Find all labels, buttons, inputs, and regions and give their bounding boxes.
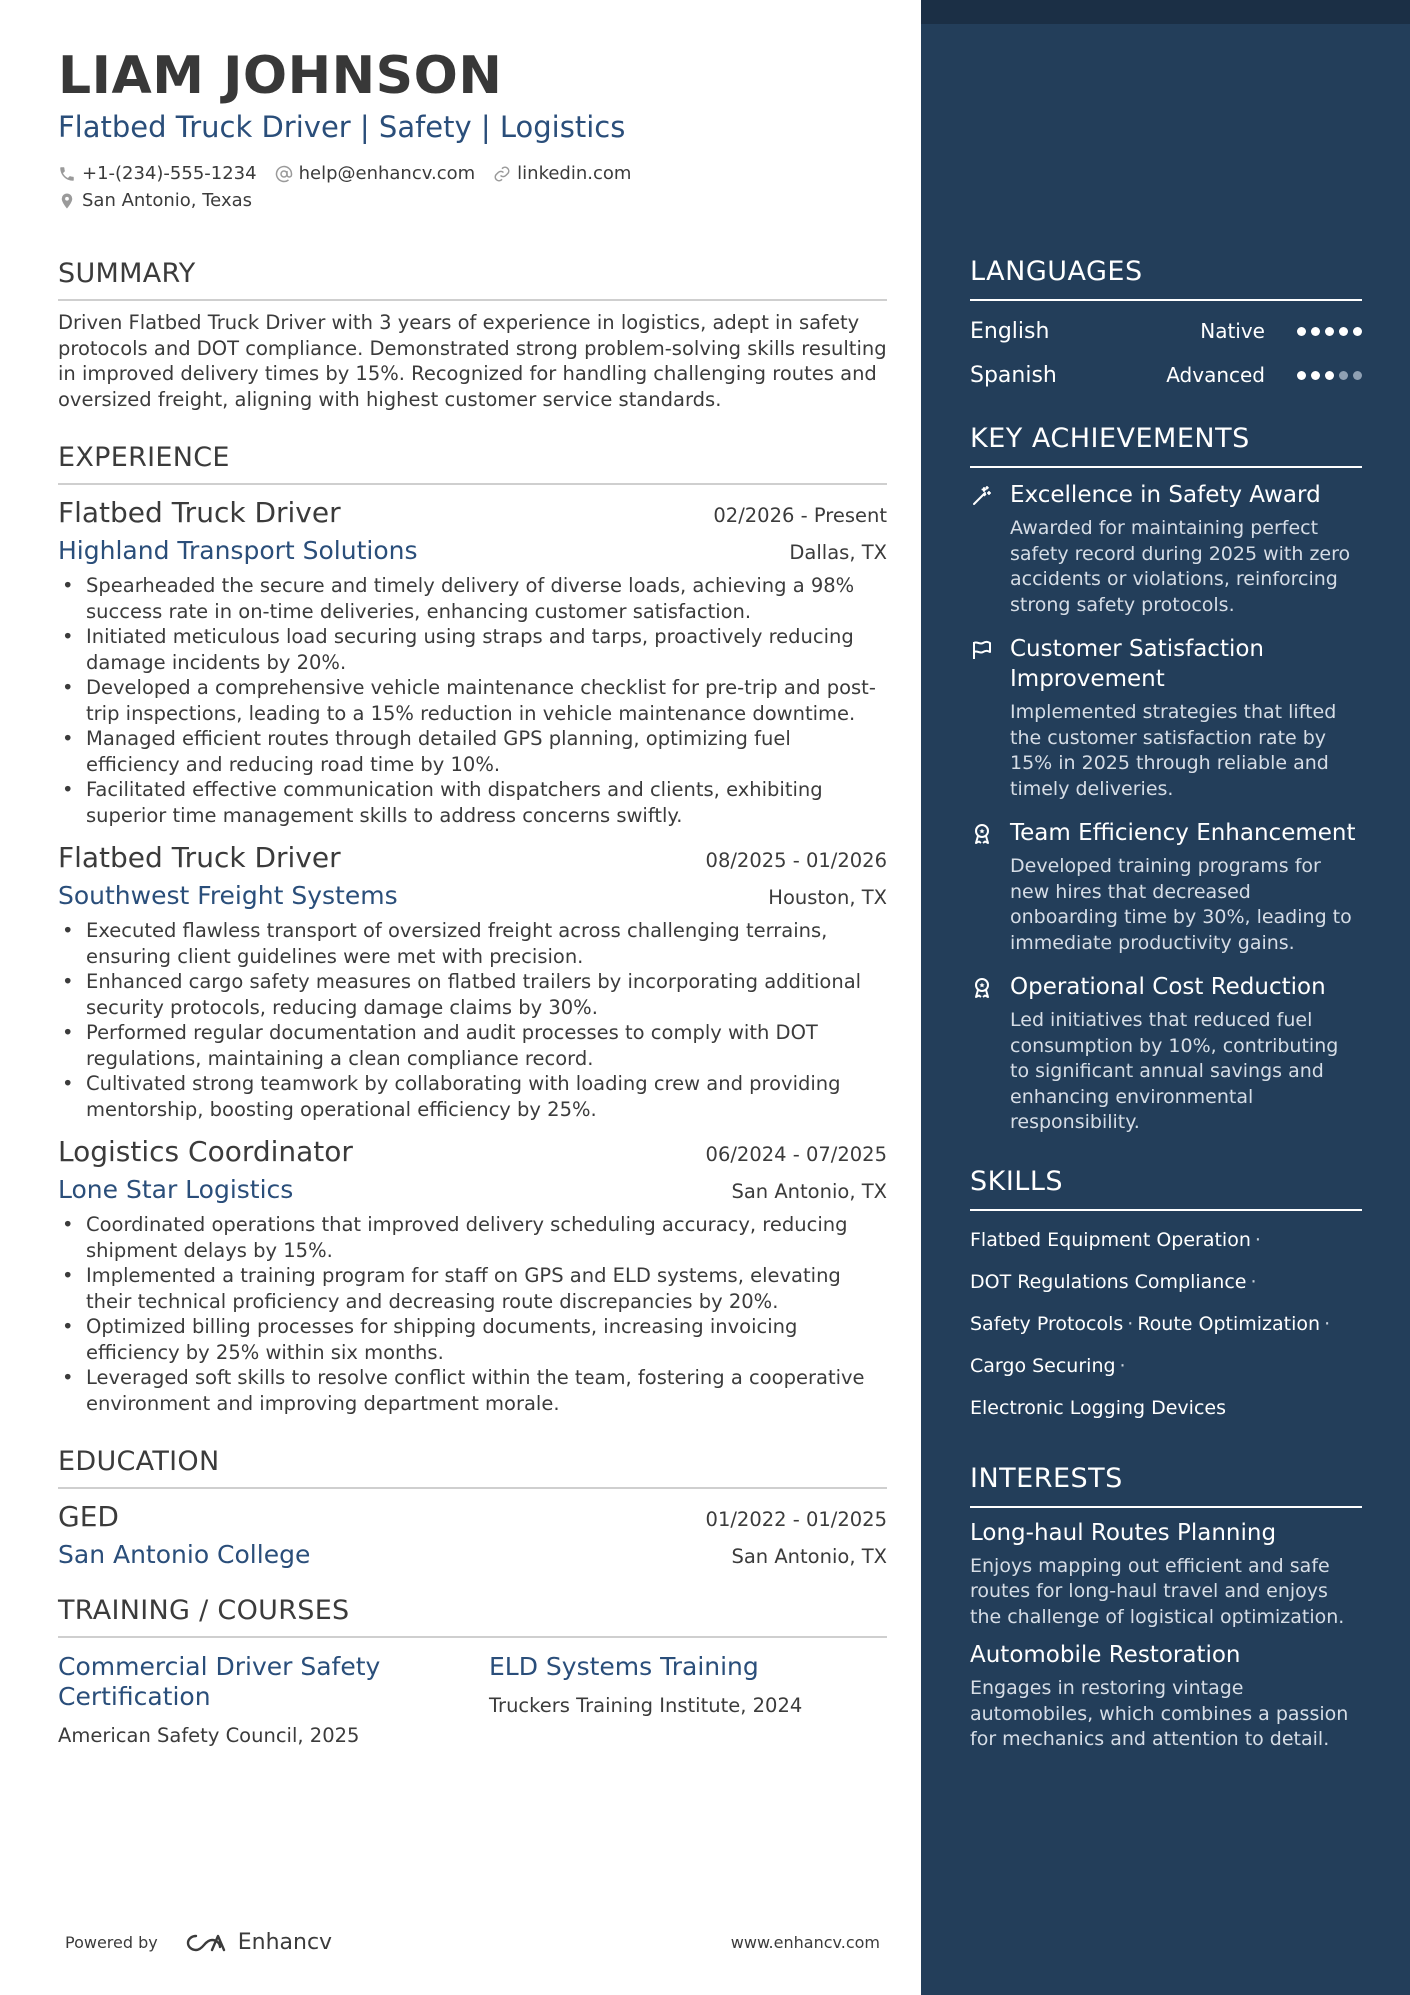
location-text: San Antonio, Texas <box>82 190 252 211</box>
location-contact <box>58 187 252 214</box>
link-icon <box>493 165 511 183</box>
achievement-item <box>970 972 1362 1136</box>
summary-heading: SUMMARY <box>58 258 887 301</box>
achievement-item <box>970 480 1362 618</box>
job-bullet: • Executed flawless transport of oversized freight across challenging terrains, ensuring client guidelines were met with precision. <box>58 918 887 969</box>
achievement-item <box>970 818 1362 956</box>
language-rating <box>1297 371 1362 380</box>
interest-item <box>970 1518 1362 1631</box>
interest-description: Enjoys mapping out efficient and safe routes for long-haul travel and enjoys the challenge of logistical optimization. <box>970 1554 1345 1628</box>
achievement-description: Developed training programs for new hires that decreased onboarding time by 30%, leading to immediate productivity gains. <box>1010 855 1352 954</box>
footer-url[interactable]: www.enhancv.com <box>730 1933 880 1952</box>
award-ribbon-icon <box>970 976 994 1000</box>
language-item <box>970 309 1362 353</box>
job-bullet: • Managed efficient routes through detailed GPS planning, optimizing fuel efficiency and reducing road time by 10%. <box>58 726 887 777</box>
email-contact[interactable] <box>275 160 476 187</box>
job-title: Logistics Coordinator <box>58 1135 353 1168</box>
enhancv-logo-icon <box>184 1932 230 1954</box>
achievement-description: Led initiatives that reduced fuel consumption by 10%, contributing to significant annual savings and enhancing environmental responsibility. <box>1010 1009 1339 1133</box>
rating-dot <box>1311 327 1320 336</box>
contact-info <box>58 160 887 214</box>
training-list <box>58 1652 887 1747</box>
job-bullet: • Coordinated operations that improved delivery scheduling accuracy, reducing shipment delays by 15%. <box>58 1212 887 1263</box>
achievement-description: Implemented strategies that lifted the customer satisfaction rate by 15% in 2025 through reliable and timely deliveries. <box>1010 701 1337 800</box>
job-bullets <box>58 918 887 1122</box>
award-ribbon-icon <box>970 822 994 846</box>
phone-contact[interactable] <box>58 160 257 187</box>
job-bullet: • Leveraged soft skills to resolve conflict within the team, fostering a cooperative environment and improving department morale. <box>58 1365 887 1416</box>
brand-logo[interactable] <box>184 1930 332 1955</box>
experience-entry <box>58 493 887 828</box>
main-column <box>58 44 887 1747</box>
job-bullets <box>58 1212 887 1416</box>
email-text: help@enhancv.com <box>298 163 476 184</box>
job-bullet: • Implemented a training program for staff on GPS and ELD systems, elevating their technical proficiency and decreasing route discrepancies by 20%. <box>58 1263 887 1314</box>
job-location: Houston, TX <box>768 886 887 909</box>
language-item <box>970 353 1362 397</box>
interest-title: Automobile Restoration <box>970 1642 1241 1668</box>
job-date: 02/2026 - Present <box>713 504 887 527</box>
job-bullet: • Facilitated effective communication with dispatchers and clients, exhibiting superior time management skills to address concerns swiftly. <box>58 777 887 828</box>
brand-name: Enhancv <box>237 1930 333 1955</box>
education-date: 01/2022 - 01/2025 <box>705 1508 887 1531</box>
training-provider: American Safety Council, 2025 <box>58 1724 360 1747</box>
education-heading: EDUCATION <box>58 1446 887 1489</box>
interest-item <box>970 1640 1362 1753</box>
training-title: Commercial Driver Safety Certification <box>58 1652 381 1711</box>
interest-description: Engages in restoring vintage automobiles, which combines a passion for mechanics and attention to detail. <box>970 1677 1349 1750</box>
job-company: Southwest Freight Systems <box>58 881 398 910</box>
job-company: Lone Star Logistics <box>58 1175 294 1204</box>
education-location: San Antonio, TX <box>731 1545 887 1568</box>
job-bullets <box>58 573 887 828</box>
training-item <box>58 1652 489 1747</box>
flag-icon <box>970 638 994 662</box>
language-rating <box>1297 327 1362 336</box>
training-provider: Truckers Training Institute, 2024 <box>489 1694 803 1717</box>
experience-heading: EXPERIENCE <box>58 442 887 485</box>
job-location: Dallas, TX <box>789 541 887 564</box>
interest-title: Long-haul Routes Planning <box>970 1519 1277 1546</box>
candidate-headline: Flatbed Truck Driver | Safety | Logistics <box>58 110 626 144</box>
rating-dot <box>1339 327 1348 336</box>
education-degree: GED <box>58 1500 119 1533</box>
language-name: English <box>970 318 1050 344</box>
training-item <box>489 1652 887 1747</box>
location-pin-icon <box>58 192 76 210</box>
job-title: Flatbed Truck Driver <box>58 496 341 529</box>
skill-item: Electronic Logging Devices <box>970 1396 1226 1419</box>
job-company: Highland Transport Solutions <box>58 536 418 565</box>
powered-by <box>65 1930 332 1955</box>
job-bullet: • Spearheaded the secure and timely delivery of diverse loads, achieving a 98% success rate in on-time deliveries, enhancing customer satisfaction. <box>58 573 887 624</box>
rating-dot <box>1325 327 1334 336</box>
at-sign-icon <box>275 165 293 183</box>
experience-entry <box>58 838 887 1122</box>
sidebar <box>921 0 1410 1995</box>
job-bullet: • Initiated meticulous load securing using straps and tarps, proactively reducing damage incidents by 20%. <box>58 624 887 675</box>
skill-item: Cargo Securing <box>970 1354 1116 1377</box>
powered-by-label: Powered by <box>65 1933 158 1952</box>
achievement-item <box>970 634 1362 802</box>
languages-heading: LANGUAGES <box>970 256 1362 301</box>
skill-item: Safety Protocols <box>970 1312 1124 1335</box>
skill-item: DOT Regulations Compliance <box>970 1270 1247 1293</box>
footer <box>65 1930 880 1955</box>
skill-item: Route Optimization <box>1137 1312 1321 1335</box>
skills-heading: SKILLS <box>970 1166 1362 1211</box>
linkedin-text: linkedin.com <box>517 163 632 184</box>
skills-list: Flatbed Equipment Operation · DOT Regulations Compliance · Safety Protocols · Route Optimization · Cargo Securing · Electronic Logging Devices <box>970 1228 1331 1419</box>
achievement-title: Operational Cost Reduction <box>1010 974 1326 1000</box>
education-school: San Antonio College <box>58 1540 311 1569</box>
job-bullet: • Enhanced cargo safety measures on flatbed trailers by incorporating additional security protocols, reducing damage claims by 30%. <box>58 969 887 1020</box>
job-bullet: • Cultivated strong teamwork by collaborating with loading crew and providing mentorship, boosting operational efficiency by 25%. <box>58 1071 887 1122</box>
candidate-name: LIAM JOHNSON <box>58 46 503 106</box>
training-heading: TRAINING / COURSES <box>58 1595 887 1638</box>
job-bullet: • Developed a comprehensive vehicle maintenance checklist for pre-trip and post-trip inspections, leading to a 15% reduction in vehicle maintenance downtime. <box>58 675 887 726</box>
experience-entry <box>58 1132 887 1416</box>
rating-dot <box>1297 371 1306 380</box>
achievement-title: Team Efficiency Enhancement <box>1010 820 1356 846</box>
linkedin-contact[interactable] <box>493 160 631 187</box>
achievement-title: Excellence in Safety Award <box>1010 482 1321 508</box>
job-date: 08/2025 - 01/2026 <box>705 849 887 872</box>
achievement-description: Awarded for maintaining perfect safety record during 2025 with zero accidents or violations, reinforcing strong safety protocols. <box>1010 517 1351 616</box>
phone-icon <box>58 165 76 183</box>
rating-dot <box>1311 371 1320 380</box>
language-level: Native <box>1200 319 1265 343</box>
job-location: San Antonio, TX <box>731 1180 887 1203</box>
rating-dot <box>1353 371 1362 380</box>
training-title: ELD Systems Training <box>489 1652 759 1681</box>
phone-text: +1-(234)-555-1234 <box>82 163 257 184</box>
job-bullet: • Optimized billing processes for shipping documents, increasing invoicing efficiency by 25% within six months. <box>58 1314 887 1365</box>
summary-text: Driven Flatbed Truck Driver with 3 years of experience in logistics, adept in safety protocols and DOT compliance. Demonstrated strong problem-solving skills resulting in improved delivery times by 15%. Recognized for handling challenging routes and oversized freight, aligning with highest customer service standards. <box>58 311 887 411</box>
job-title: Flatbed Truck Driver <box>58 841 341 874</box>
language-name: Spanish <box>970 362 1057 388</box>
rating-dot <box>1339 371 1348 380</box>
achievement-title: Customer Satisfaction Improvement <box>1010 636 1265 692</box>
rating-dot <box>1353 327 1362 336</box>
job-bullet: • Performed regular documentation and audit processes to comply with DOT regulations, maintaining a clean compliance record. <box>58 1020 887 1071</box>
rating-dot <box>1297 327 1306 336</box>
skill-item: Flatbed Equipment Operation <box>970 1228 1251 1251</box>
magic-wand-icon <box>970 484 994 508</box>
rating-dot <box>1325 371 1334 380</box>
achievements-heading: KEY ACHIEVEMENTS <box>970 423 1362 468</box>
language-level: Advanced <box>1166 363 1265 387</box>
sidebar-top-bar <box>921 0 1410 24</box>
interests-heading: INTERESTS <box>970 1463 1362 1508</box>
education-entry <box>58 1497 887 1573</box>
job-date: 06/2024 - 07/2025 <box>705 1143 887 1166</box>
